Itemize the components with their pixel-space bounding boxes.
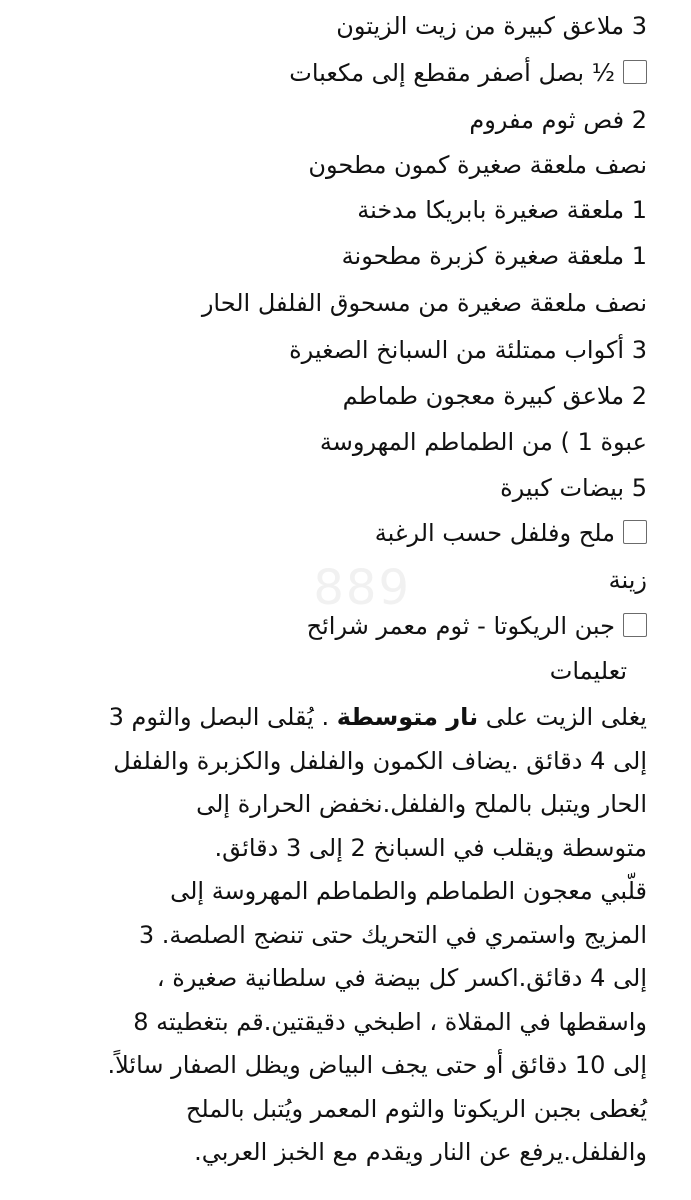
instruction-line: إلى 10 دقائق أو حتى يجف البياض ويظل الصفار سائلاً.: [107, 1051, 647, 1079]
instruction-line: إلى 4 دقائق.اكسر كل بيضة في سلطانية صغيرة ،: [156, 964, 647, 992]
ingredient-text: نصف ملعقة صغيرة من مسحوق الفلفل الحار: [201, 289, 647, 317]
ingredient-line: [469, 97, 647, 143]
instructions-heading: [550, 648, 627, 694]
ingredient-checkbox[interactable]: [623, 60, 647, 84]
garnish-checkbox[interactable]: [623, 613, 647, 637]
ingredient-text: 5 بيضات كبيرة: [500, 474, 647, 502]
ingredient-line: [308, 142, 647, 188]
ingredient-text: 1 ملعقة صغيرة بابريكا مدخنة: [357, 196, 647, 224]
watermark: 889: [313, 560, 411, 616]
garnish-line: [307, 603, 647, 649]
ingredient-line: [375, 510, 647, 556]
ingredient-text: عبوة 1 ) من الطماطم المهروسة: [319, 428, 647, 456]
ingredient-line: [336, 3, 647, 49]
ingredient-text: نصف ملعقة صغيرة كمون مطحون: [308, 151, 647, 179]
instruction-line: المزيج واستمري في التحريك حتى تنضج الصلصة. 3: [138, 920, 647, 949]
ingredient-line: [289, 327, 647, 373]
instructions-heading-text: تعليمات: [549, 657, 627, 685]
instructions-paragraph: [7, 696, 647, 1175]
garnish-heading: [609, 557, 647, 603]
ingredient-line: [342, 233, 647, 279]
garnish-text: جبن الريكوتا - ثوم معمر شرائح: [306, 612, 615, 640]
instruction-line: يغلى الزيت على نار متوسطة . يُقلى البصل والثوم 3: [108, 703, 647, 731]
instruction-line: الحار ويتبل بالملح والفلفل.نخفض الحرارة إلى: [196, 790, 647, 818]
ingredient-text: ½ بصل أصفر مقطع إلى مكعبات: [289, 59, 615, 87]
ingredient-checkbox[interactable]: [623, 520, 647, 544]
instruction-line: إلى 4 دقائق .يضاف الكمون والفلفل والكزبرة والفلفل: [113, 746, 647, 775]
ingredient-text: 2 ملاعق كبيرة معجون طماطم: [342, 382, 647, 410]
ingredient-line: [343, 373, 647, 419]
ingredient-text: 3 أكواب ممتلئة من السبانخ الصغيرة: [289, 336, 647, 364]
instruction-line: والفلفل.يرفع عن النار ويقدم مع الخبز العربي.: [194, 1138, 647, 1166]
ingredient-text: 3 ملاعق كبيرة من زيت الزيتون: [336, 12, 647, 40]
ingredient-line: [320, 419, 647, 465]
instruction-line: متوسطة ويقلب في السبانخ 2 إلى 3 دقائق.: [214, 833, 647, 862]
ingredient-line: [289, 50, 647, 96]
ingredient-text: ملح وفلفل حسب الرغبة: [374, 519, 615, 547]
ingredient-line: [500, 465, 647, 511]
garnish-heading-text: زينة: [608, 566, 647, 594]
ingredient-text: 1 ملعقة صغيرة كزبرة مطحونة: [341, 242, 647, 270]
instruction-line: يُغطى بجبن الريكوتا والثوم المعمر ويُتبل بالملح: [185, 1094, 647, 1123]
instruction-line: واسقطها في المقلاة ، اطبخي دقيقتين.قم بتغطيته 8: [133, 1007, 647, 1036]
ingredient-line: [357, 187, 647, 233]
ingredient-line: [202, 280, 647, 326]
instruction-line: قلّبي معجون الطماطم والطماطم المهروسة إلى: [170, 877, 647, 905]
ingredient-text: 2 فص ثوم مفروم: [469, 106, 647, 134]
